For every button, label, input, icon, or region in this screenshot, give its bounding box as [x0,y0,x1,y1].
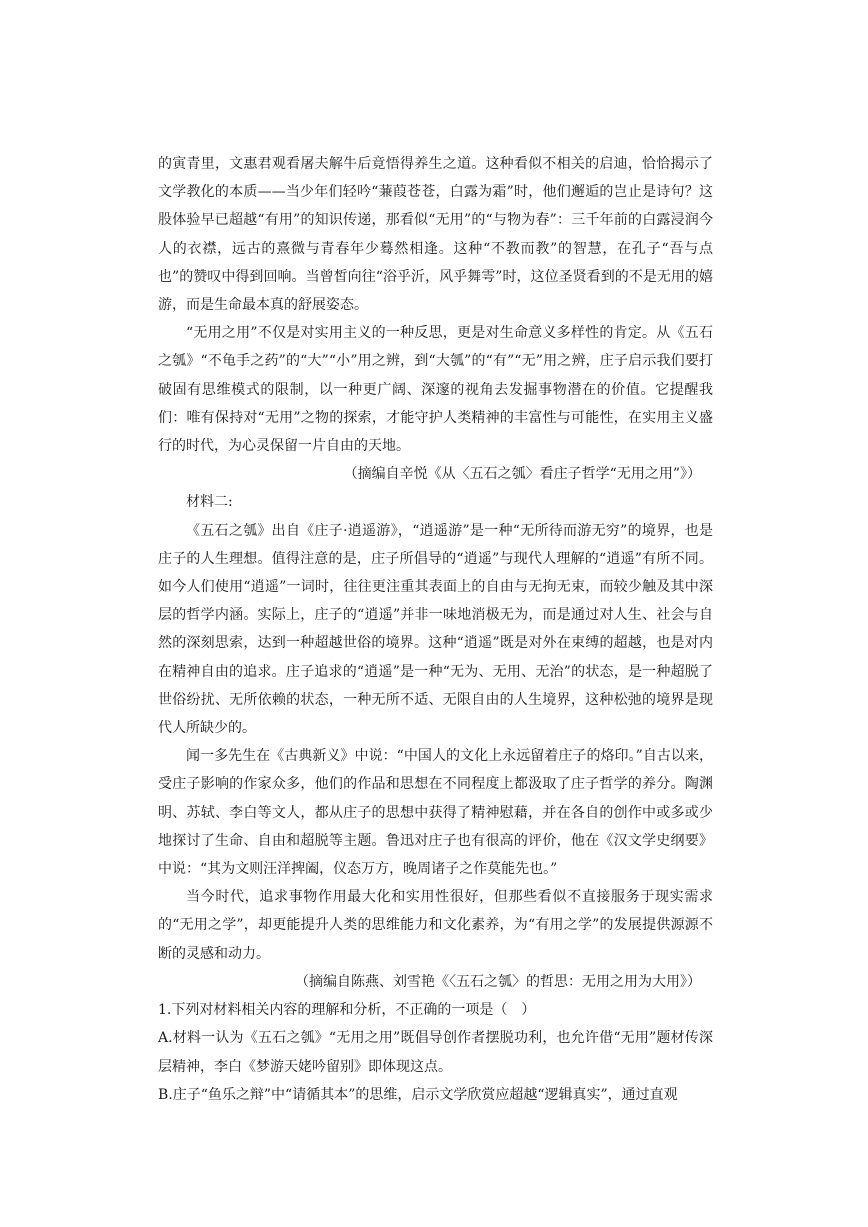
question-one-stem: 1.下列对材料相关内容的理解和分析，不正确的一项是（ ） [158,1002,536,1019]
paragraph-wen-yiduo: 闻一多先生在《古典新义》中说：“中国人的文化上永远留着庄子的烙印。”自古以来，受庄子影响的作家众多，他们的作品和思想在不同程度上都汲取了庄子哲学的养分。陶渊明、苏轼、李白等文人，都从庄子的思想中获得了精神慰藉，并在各自的创作中或多或少地探讨了生命、自由和超脱等主题。鲁迅对庄子也有很高的评价，他在《汉文学史纲要》中说：“其为文则汪洋捭阖，仪态万方，晚周诸子之作莫能先也。” [158,748,713,878]
material-two-label: 材料二: [186,494,233,511]
paragraph-xiaoyao: 《五石之瓠》出自《庄子·逍遥游》，“逍遥游”是一种“无所待而游无穷”的境界，也是庄子的人生理想。值得注意的是，庄子所倡导的“逍遥”与现代人理解的“逍遥”有所不同。如今人们使用“逍遥”一词时，往往更注重其表面上的自由与无拘无束，而较少触及其中深层的哲学内涵。实际上，庄子的“逍遥”并非一味地消极无为，而是通过对人生、社会与自然的深刻思索，达到一种超越世俗的境界。这种“逍遥”既是对外在束缚的超越，也是对内在精神自由的追求。庄子追求的“逍遥”是一种“无为、无用、无治”的状态，是一种超脱了世俗纷扰、无所依赖的状态，一种无所不适、无限自由的人生境界，这种松弛的境界是现代人所缺少的。 [158,522,713,737]
source-citation-two: （摘编自陈燕、刘雪艳《〈五石之瓠〉的哲思：无用之用为大用》） [295,973,701,990]
paragraph-material-one-continued: 的寅青里，文惠君观看屠夫解牛后竟悟得养生之道。这种看似不相关的启迪，恰恰揭示了文学教化的本质——当少年们轻吟“蒹葭苍苍，白露为霜”时，他们邂逅的岂止是诗句？这股体验早已超越“有用”的知识传递，那看似“无用”的“与物为春”：三千年前的白露浸润今人的衣襟，远古的熹微与青春年少蓦然相逢。这种“不教而教”的智慧，在孔子“吾与点也”的赞叹中得到回响。当曾皙向往“浴乎沂，风乎舞雩”时，这位圣贤看到的不是无用的嬉游，而是生命最本真的舒展姿态。 [158,156,713,314]
question-one-option-b: B.庄子“鱼乐之辩”中“请循其本”的思维，启示文学欣赏应超越“逻辑真实”，通过直观 [158,1086,678,1103]
question-one-option-a: A.材料一认为《五石之瓠》“无用之用”既倡导创作者摆脱功利，也允许借“无用”题材传深层精神，李白《梦游天姥吟留别》即体现这点。 [158,1030,713,1075]
paragraph-useless-use: “无用之用”不仅是对实用主义的一种反思，更是对生命意义多样性的肯定。从《五石之瓠》“不龟手之药”的“大”“小”用之辨，到“大瓠”的“有”“无”用之辨，庄子启示我们要打破固有思维模式的限制，以一种更广阔、深邃的视角去发掘事物潜在的价值。它提醒我们：唯有保持对“无用”之物的探索，才能守护人类精神的丰富性与可能性，在实用主义盛行的时代，为心灵保留一片自由的天地。 [158,325,713,455]
source-citation-one: （摘编自辛悦《从〈五石之瓠〉看庄子哲学“无用之用”》） [343,466,701,483]
document-body [158,150,713,1109]
paragraph-modern-times: 当今时代，追求事物作用最大化和实用性很好，但那些看似不直接服务于现实需求的“无用之学”，却更能提升人类的思维能力和文化素养，为“有用之学”的发展提供源源不断的灵感和动力。 [158,889,713,962]
